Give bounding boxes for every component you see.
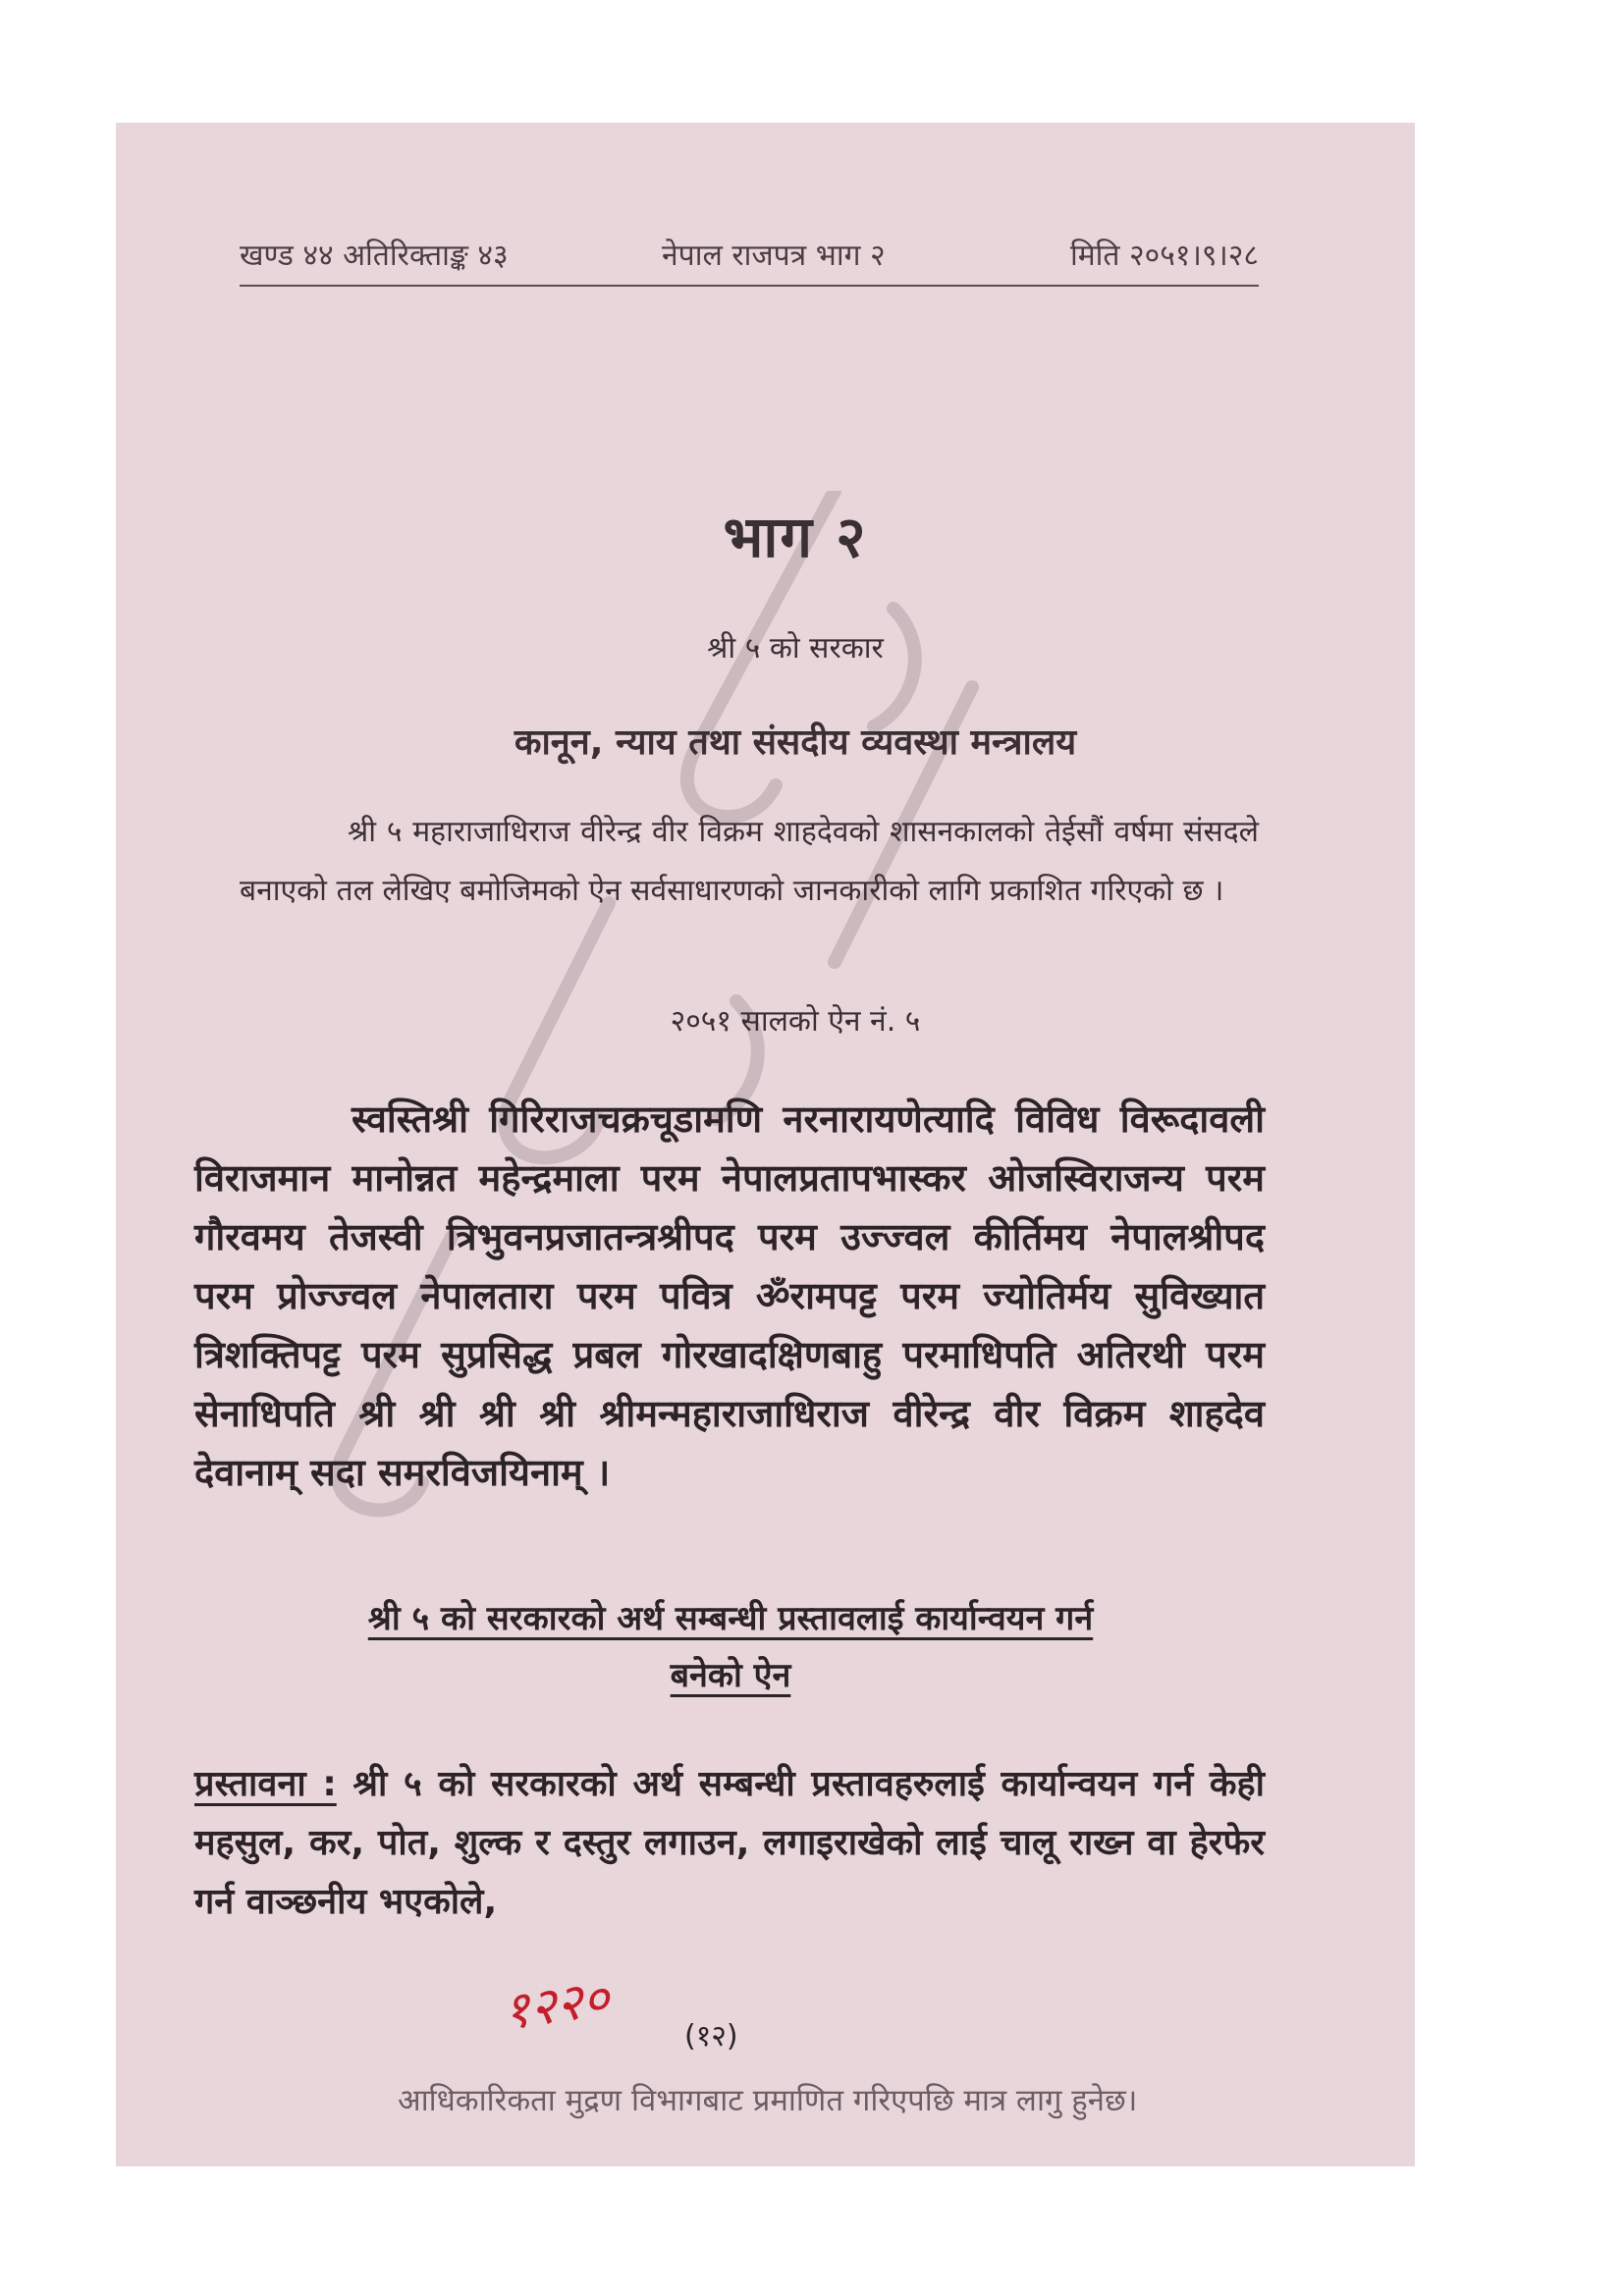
preface-text: श्री ५ को सरकारको अर्थ सम्बन्धी प्रस्तावहरुलाई कार्यान्वयन गर्न केही महसुल, कर, पोत, शुल्क र दस्तुर लगाउन, लगाइराखेको लाई चालू राख्न वा हेरफेर गर्न वाञ्छनीय भएकोले, [194, 1764, 1265, 1922]
part-title: भाग २ [723, 504, 868, 570]
ministry-heading: कानून, न्याय तथा संसदीय व्यवस्था मन्त्रालय [514, 722, 1077, 763]
handwritten-note: १२२० [499, 1968, 614, 2043]
act-number: २०५१ सालको ऐन नं. ५ [670, 1004, 921, 1039]
volume-info: खण्ड ४४ अतिरिक्ताङ्क ४३ [240, 239, 509, 273]
preface-label: प्रस्तावना : [194, 1764, 337, 1804]
gazette-name: नेपाल राजपत्र भाग २ [662, 239, 886, 273]
gazette-date: मिति २०५१।९।२८ [1069, 239, 1259, 273]
gazette-header [240, 228, 1259, 287]
act-title [240, 1590, 1221, 1704]
preamble-paragraph: स्वस्तिश्री गिरिराजचक्रचूडामणि नरनारायणेत्यादि विविध विरूदावली विराजमान मानोन्नत महेन्द्रमाला परम नेपालप्रतापभास्कर ओजस्विराजन्य परम गौरवमय तेजस्वी त्रिभुवनप्रजातन्त्रश्रीपद परम उज्ज्वल कीर्तिमय नेपालश्रीपद परम प्रोज्ज्वल नेपालतारा परम पवित्र ॐरामपट्ट परम ज्योतिर्मय सुविख्यात त्रिशक्तिपट्ट परम सुप्रसिद्ध प्रबल गोरखादक्षिणबाहु परमाधिपति अतिरथी परम सेनाधिपति श्री श्री श्री श्री श्रीमन्महाराजाधिराज वीरेन्द्र वीर विक्रम शाहदेव देवानाम् सदा समरविजयिनाम् । [194, 1097, 1265, 1494]
preface-paragraph [194, 1755, 1265, 1932]
intro-paragraph: श्री ५ महाराजाधिराज वीरेन्द्र वीर विक्रम शाहदेवको शासनकालको तेईसौं वर्षमा संसदले बनाएको तल लेखिए बमोजिमको ऐन सर्वसाधारणको जानकारीको लागि प्रकाशित गरिएको छ । [240, 815, 1259, 908]
page-number: (१२) [684, 2019, 738, 2054]
act-title-line-2: बनेको ऐन [670, 1656, 791, 1695]
government-heading: श्री ५ को सरकार [707, 631, 884, 666]
footer-note: आधिकारिकता मुद्रण विभागबाट प्रमाणित गरिएपछि मात्र लागु हुनेछ। [398, 2083, 1138, 2118]
act-title-line-1: श्री ५ को सरकारको अर्थ सम्बन्धी प्रस्तावलाई कार्यान्वयन गर्न [367, 1599, 1094, 1638]
